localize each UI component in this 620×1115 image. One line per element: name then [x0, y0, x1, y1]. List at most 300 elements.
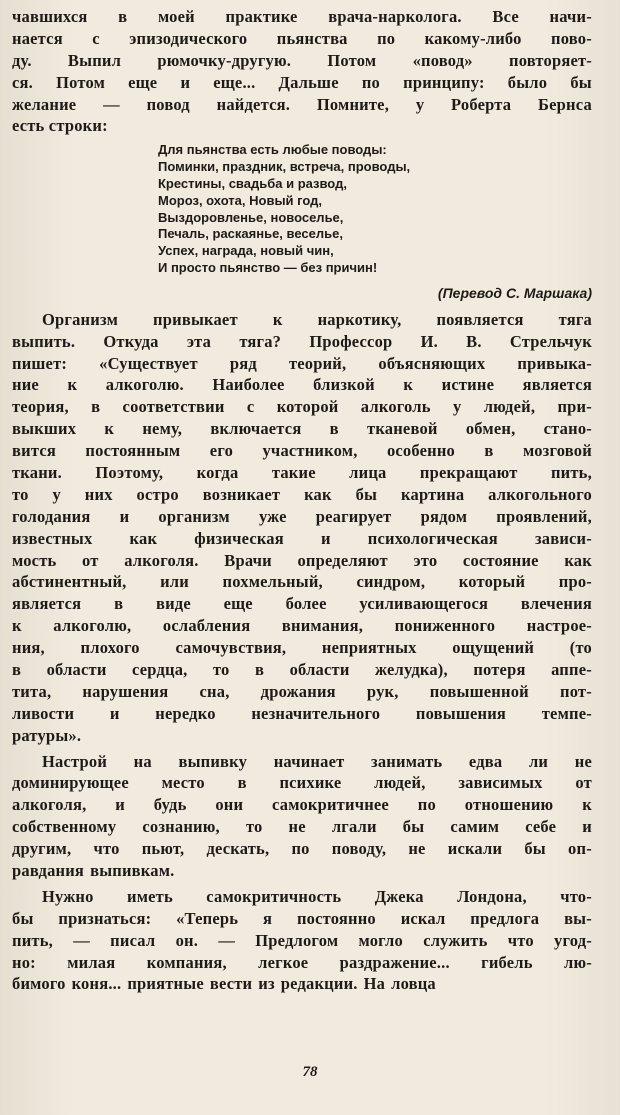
word: к — [67, 375, 78, 395]
word: неприятных — [321, 638, 417, 658]
word: начи- — [549, 7, 592, 26]
word: Наиболее — [212, 375, 285, 395]
text-line — [12, 528, 592, 550]
word: возникает — [202, 484, 281, 504]
text-line — [12, 838, 592, 860]
word: как — [129, 528, 158, 548]
poem-line: Поминки, праздник, встреча, проводы, — [158, 159, 411, 175]
word: в — [114, 594, 124, 614]
word: области — [289, 659, 350, 679]
word: в — [12, 659, 22, 679]
word: сна, — [199, 681, 230, 701]
text-line — [12, 973, 592, 995]
word: картина — [401, 484, 465, 504]
word: место — [161, 773, 205, 793]
word: в — [254, 659, 265, 679]
word: прекращают — [419, 462, 518, 482]
word: при- — [557, 397, 592, 417]
word: ткани. — [12, 462, 62, 482]
word: выпить. — [12, 331, 76, 351]
word: предлога — [470, 908, 540, 928]
word: у — [52, 484, 61, 504]
word: пишет: — [12, 353, 68, 373]
word: — — [73, 930, 90, 950]
word: пово- — [551, 28, 592, 48]
poem-line: Печаль, раскаянье, веселье, — [158, 226, 343, 242]
word: влечения — [520, 594, 592, 614]
word: с — [92, 28, 100, 48]
paragraph-3 — [12, 886, 592, 995]
word: равдания — [12, 860, 85, 880]
word: организм — [158, 506, 230, 526]
poem-line: Успех, награда, новый чин, — [158, 243, 334, 259]
word: Дальше — [278, 72, 339, 92]
word: рядом — [420, 506, 468, 526]
word: известных — [12, 528, 93, 548]
word: который — [458, 572, 526, 592]
word: ли — [528, 751, 549, 771]
page-number: 78 — [302, 1064, 318, 1080]
text-line — [12, 462, 592, 484]
word: нается — [12, 28, 63, 48]
word: легкое — [258, 952, 309, 972]
word: привыкает — [153, 309, 238, 329]
word: бы — [524, 839, 546, 859]
word: самим — [450, 817, 500, 837]
word: то — [245, 817, 263, 837]
word: коня... — [71, 974, 122, 994]
text-line — [12, 353, 592, 375]
word: ся. — [12, 72, 33, 92]
word: Выпил — [67, 50, 122, 70]
word: но: — [12, 952, 36, 972]
word: найдется. — [216, 94, 291, 114]
word: повод — [146, 94, 190, 114]
word: желание — [12, 94, 77, 114]
word: нему, — [142, 419, 183, 439]
text-line — [12, 593, 592, 615]
word: его — [209, 441, 234, 461]
word: Организм — [42, 309, 119, 329]
word: эпизодического — [129, 28, 248, 48]
word: близкой — [313, 375, 375, 395]
word: такие — [271, 462, 316, 482]
word: объясняющих — [378, 353, 486, 373]
poem-line: И просто пьянство — без причин! — [158, 259, 378, 275]
word: повторяет- — [508, 50, 592, 70]
poem-line: Крестины, свадьба и развод, — [158, 175, 347, 191]
word: алкоголю, — [53, 616, 132, 636]
text-line — [12, 115, 592, 137]
word: он. — [175, 930, 199, 950]
word: теорий, — [288, 353, 347, 373]
word: в — [91, 397, 101, 417]
poem-lines — [158, 142, 592, 276]
word: Профессор — [309, 331, 393, 351]
word: милая — [67, 952, 116, 972]
word: бы — [12, 908, 34, 928]
word: похмельный, — [222, 572, 323, 592]
word: На — [363, 974, 386, 994]
word: наркотику, — [317, 309, 402, 329]
word: Потом — [56, 72, 106, 92]
word: искал — [400, 908, 446, 928]
text-line — [12, 309, 592, 331]
word: выпивку — [178, 751, 248, 771]
word: людей, — [374, 773, 426, 793]
word: стано- — [543, 419, 592, 439]
word: Настрой — [42, 751, 108, 771]
word: бы — [570, 72, 592, 92]
word: Поэтому, — [95, 462, 164, 482]
word: ратуры». — [12, 725, 82, 745]
word: рук, — [366, 681, 399, 701]
paragraph-1 — [12, 309, 592, 747]
word: ду. — [12, 50, 32, 70]
word: в — [484, 441, 494, 461]
text-line — [12, 816, 592, 838]
word: и — [320, 528, 331, 548]
text-line — [12, 772, 592, 794]
word: Нужно — [42, 886, 94, 906]
word: пот- — [559, 681, 592, 701]
word: соответствии — [122, 397, 225, 417]
word: вится — [12, 441, 56, 461]
word: по — [291, 839, 310, 859]
poem-line: Для пьянства есть любые поводы: — [158, 142, 387, 158]
word: пьянства — [276, 28, 348, 48]
word: выпивкам. — [90, 860, 175, 880]
word: не — [288, 817, 306, 837]
text-line — [12, 725, 592, 747]
word: иметь — [126, 886, 173, 906]
word: Все — [492, 7, 519, 26]
word: доминирующее — [12, 773, 129, 793]
word: от — [82, 550, 99, 570]
word: и — [582, 817, 592, 837]
text-line — [12, 72, 592, 94]
word: и — [180, 72, 191, 92]
word: дрожания — [260, 681, 336, 701]
word: у — [452, 397, 462, 417]
word: Откуда — [103, 331, 159, 351]
word: тита, — [12, 681, 52, 701]
word: зависимых — [458, 773, 543, 793]
poem-block — [158, 142, 592, 276]
word: по — [377, 28, 396, 48]
word: бимого — [12, 974, 66, 994]
word: Помните, — [316, 94, 390, 114]
text-line — [12, 908, 592, 930]
word: состояние — [462, 550, 539, 570]
word: алкогольного — [488, 484, 592, 504]
word: когда — [196, 462, 239, 482]
word: более — [285, 594, 327, 614]
word: признаться: — [58, 908, 152, 928]
word: к — [104, 419, 115, 439]
word: собственному — [12, 817, 117, 837]
word: проявлений, — [496, 506, 592, 526]
word: определяют — [297, 550, 388, 570]
word: сознанию, — [142, 817, 220, 837]
word: что — [507, 930, 534, 950]
word: принципу: — [403, 72, 485, 92]
word: писал — [110, 930, 156, 950]
word: «Теперь — [176, 908, 239, 928]
word: которой — [276, 397, 339, 417]
word: по — [361, 72, 380, 92]
text-line — [12, 886, 592, 908]
word: аппе- — [551, 659, 592, 679]
word: постоянно — [296, 908, 376, 928]
text-line — [12, 94, 592, 116]
word: в — [329, 419, 339, 439]
word: Джека — [374, 886, 424, 906]
word: алкоголь — [360, 397, 431, 417]
word: гибель — [481, 952, 533, 972]
word: у — [415, 94, 425, 114]
word: нарушения — [82, 681, 169, 701]
word: них — [84, 484, 113, 504]
word: лю- — [564, 952, 592, 972]
word: от — [575, 773, 592, 793]
word: ние — [12, 375, 39, 395]
text-line — [12, 659, 592, 681]
word: реагирует — [315, 506, 392, 526]
word: другим, — [12, 839, 72, 859]
text-line — [12, 550, 592, 572]
word: выкших — [12, 419, 77, 439]
word: то — [12, 484, 29, 504]
word: моей — [157, 7, 195, 26]
word: людей, — [483, 397, 536, 417]
word: настрое- — [526, 616, 592, 636]
word: голодания — [12, 506, 91, 526]
text-line — [12, 794, 592, 816]
word: внимания, — [281, 616, 364, 636]
word: с — [246, 397, 255, 417]
text-line — [12, 374, 592, 396]
word: плохого — [80, 638, 140, 658]
text-line — [12, 440, 592, 462]
word: лица — [349, 462, 387, 482]
word: участником, — [262, 441, 358, 461]
word: темпе- — [541, 703, 592, 723]
word: остро — [136, 484, 179, 504]
word: приятные — [127, 974, 204, 994]
word: ния, — [12, 638, 45, 658]
word: было — [507, 72, 548, 92]
text-line — [12, 930, 592, 952]
word: бы — [402, 817, 425, 837]
poem-line: Мороз, охота, Новый год, — [158, 192, 323, 208]
text-line — [12, 396, 592, 418]
word: отношению — [464, 795, 554, 815]
word: самокритичнее — [272, 795, 389, 815]
word: потеря — [473, 659, 526, 679]
word: это — [413, 550, 438, 570]
word: и — [109, 703, 120, 723]
word: Лондона, — [457, 886, 527, 906]
word: — — [103, 94, 120, 114]
word: тяга — [558, 309, 592, 329]
word: я — [263, 908, 273, 928]
poem-attribution: (Перевод С. Маршака) — [437, 284, 592, 301]
word: себе — [525, 817, 557, 837]
word: является — [12, 594, 82, 614]
word: повышения — [415, 703, 507, 723]
word: тяга? — [239, 331, 282, 351]
text-line — [12, 28, 592, 50]
word: самочувствия, — [175, 638, 287, 658]
word: что- — [560, 886, 592, 906]
word: Бернса — [538, 94, 592, 114]
word: теория, — [12, 397, 69, 417]
word: то — [212, 659, 230, 679]
word: Врачи — [224, 550, 272, 570]
word: В. — [466, 331, 482, 351]
word: Потом — [327, 50, 377, 70]
word: усиливающегося — [359, 594, 489, 614]
word: пить, — [550, 462, 592, 482]
word: физическая — [194, 528, 284, 548]
word: компания, — [146, 952, 227, 972]
word: является — [522, 375, 592, 395]
word: как — [304, 484, 332, 504]
word: искали — [447, 839, 503, 859]
word: еще — [128, 72, 158, 92]
word: вести — [209, 974, 253, 994]
word: еще... — [213, 72, 256, 92]
word: будь — [153, 795, 187, 815]
word: обмен, — [465, 419, 516, 439]
word: ряд — [229, 353, 257, 373]
word: в — [118, 7, 128, 26]
word: в — [237, 773, 247, 793]
word: как — [564, 550, 592, 570]
word: сердца, — [132, 659, 188, 679]
text-line — [12, 50, 592, 72]
intro-paragraph — [12, 6, 592, 137]
word: незначительного — [251, 703, 381, 723]
word: привыка- — [517, 353, 592, 373]
word: дескать, — [206, 839, 270, 859]
word: и — [119, 506, 130, 526]
word: раздражение... — [339, 952, 450, 972]
word: они — [215, 795, 244, 815]
word: не — [574, 751, 592, 771]
word: «Существует — [99, 353, 198, 373]
word: что — [93, 839, 120, 859]
word: лгали — [331, 817, 377, 837]
word: к — [582, 795, 592, 815]
word: могло — [358, 930, 403, 950]
word: «повод» — [412, 50, 473, 70]
word: ливости — [12, 703, 75, 723]
word: пить, — [12, 930, 53, 950]
word: едва — [468, 751, 503, 771]
text-line — [12, 506, 592, 528]
word: постоянным — [85, 441, 181, 461]
text-line — [12, 952, 592, 974]
word: есть строки: — [12, 116, 108, 136]
word: психологическая — [367, 528, 498, 548]
word: и — [115, 795, 125, 815]
word: области — [46, 659, 107, 679]
paragraph-2 — [12, 751, 592, 882]
word: алкоголя. — [124, 550, 199, 570]
text-line — [12, 331, 592, 353]
word: повышенной — [429, 681, 529, 701]
word: Стрельчук — [509, 331, 592, 351]
word: служить — [423, 930, 488, 950]
word: тканевой — [367, 419, 438, 439]
word: мость — [12, 550, 57, 570]
text-line — [12, 615, 592, 637]
text-line — [12, 6, 592, 28]
word: вы- — [564, 908, 592, 928]
word: по — [417, 795, 436, 815]
word: мозговой — [522, 441, 592, 461]
word: — — [218, 930, 236, 950]
word: зависи- — [534, 528, 592, 548]
word: истине — [441, 375, 495, 395]
word: появляется — [436, 309, 524, 329]
word: ощущений — [452, 638, 535, 658]
word: ослабления — [162, 616, 251, 636]
word: уже — [258, 506, 287, 526]
word: практике — [225, 7, 298, 26]
word: занимать — [371, 751, 443, 771]
word: про- — [558, 572, 592, 592]
word: на — [133, 751, 152, 771]
word: еще — [223, 594, 253, 614]
word: особенно — [386, 441, 455, 461]
word: из — [258, 974, 275, 994]
text-line — [12, 860, 592, 882]
text-line — [12, 571, 592, 593]
word: врача-нарколога. — [328, 7, 462, 26]
text-line — [12, 703, 592, 725]
text-line — [12, 418, 592, 440]
word: Роберта — [451, 94, 512, 114]
word: бы — [355, 484, 378, 504]
word: пониженного — [394, 616, 496, 636]
word: нередко — [155, 703, 216, 723]
word: Предлогом — [255, 930, 339, 950]
word: какому-либо — [424, 28, 522, 48]
word: редакции. — [280, 974, 358, 994]
word: или — [160, 572, 189, 592]
word: поводу, — [331, 839, 387, 859]
word: (то — [569, 638, 592, 658]
poem-line: Выздоровленье, новоселье, — [158, 209, 344, 225]
word: к — [12, 616, 22, 636]
word: самокритичность — [206, 886, 342, 906]
word: к — [403, 375, 414, 395]
text-line — [12, 681, 592, 703]
word: психике — [279, 773, 342, 793]
word: не — [408, 839, 426, 859]
word: ловца — [391, 974, 436, 994]
word: чавшихся — [12, 7, 88, 26]
word: алкоголю. — [105, 375, 184, 395]
text-line — [12, 637, 592, 659]
word: желудка), — [375, 659, 448, 679]
word: И. — [420, 331, 438, 351]
word: абстинентный, — [12, 572, 127, 592]
word: к — [272, 309, 283, 329]
